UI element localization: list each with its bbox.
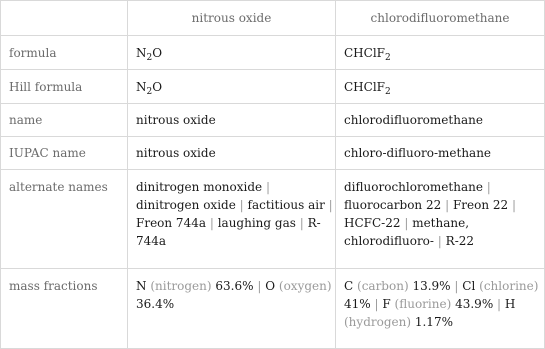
mass-fraction-value: 36.4% [136,297,175,311]
row-mass-fractions [1,269,545,349]
row-label-alternate-names: alternate names [1,170,128,269]
row-name [1,104,545,137]
element-name: (carbon) [357,279,409,293]
iupac-name-nitrous-oxide: nitrous oxide [128,137,336,170]
separator: | [511,198,517,212]
alternate-name: laughing gas [217,216,296,230]
element-name: (fluorine) [394,297,452,311]
row-label-mass-fractions: mass fractions [1,269,128,349]
separator: | [497,297,502,311]
alternate-name: fluorocarbon 22 [344,198,442,212]
row-label-hill-formula: Hill formula [1,70,128,104]
corner-cell [1,1,128,36]
row-label-iupac-name: IUPAC name [1,137,128,170]
separator: | [257,279,262,293]
element-symbol: N [136,279,147,293]
separator: | [328,198,333,212]
element-name: (oxygen) [278,279,332,293]
mass-fraction-value: 1.17% [414,315,453,329]
mass-fraction-value: 43.9% [455,297,494,311]
element-name: (chlorine) [479,279,539,293]
element-symbol: Cl [462,279,476,293]
alternate-name: difluorochloromethane [344,180,483,194]
alternate-name: HCFC-22 [344,216,401,230]
alternate-name: R-22 [445,234,475,248]
alternate-name: factitious air [247,198,325,212]
row-formula [1,36,545,70]
mass-fraction-value: 13.9% [412,279,451,293]
hill-formula-chlorodifluoromethane: CHClF$_2$ [336,70,545,104]
alternate-name: Freon 744a [136,216,206,230]
formula-chlorodifluoromethane: CHClF$_2$ [336,36,545,70]
alternate-name: R-744a [136,216,321,248]
separator: | [454,279,459,293]
separator: | [239,198,244,212]
separator: | [486,180,491,194]
row-iupac-name [1,137,545,170]
separator: | [299,216,304,230]
iupac-name-chlorodifluoromethane: chloro-difluoro-methane [336,137,545,170]
header-row [1,1,545,36]
element-name: (nitrogen) [150,279,212,293]
hill-formula-nitrous-oxide: $N_2O$ [128,70,336,104]
separator: | [374,297,379,311]
separator: | [265,180,271,194]
column-header-nitrous-oxide: nitrous oxide [128,1,336,36]
alternate-name: dinitrogen oxide [136,198,236,212]
alternate-name: Freon 22 [452,198,509,212]
row-label-name: name [1,104,128,137]
alternate-names-nitrous-oxide [128,170,336,269]
element-symbol: O [265,279,276,293]
row-label-formula: formula [1,36,128,70]
formula-nitrous-oxide: $N_2O$ [128,36,336,70]
row-alternate-names [1,170,545,269]
element-symbol: C [344,279,354,293]
element-name: (hydrogen) [344,315,412,329]
element-symbol: F [382,297,391,311]
separator: | [445,198,450,212]
mass-fraction-value: 63.6% [215,279,254,293]
column-header-chlorodifluoromethane: chlorodifluoromethane [336,1,545,36]
mass-fraction-value: 41% [344,297,371,311]
alternate-names-chlorodifluoromethane [336,170,545,269]
mass-fractions-chlorodifluoromethane [336,269,545,349]
name-nitrous-oxide: nitrous oxide [128,104,336,137]
row-hill-formula [1,70,545,104]
separator: | [404,216,409,230]
name-chlorodifluoromethane: chlorodifluoromethane [336,104,545,137]
alternate-name: methane, chlorodifluoro- [344,216,470,248]
separator: | [437,234,442,248]
separator: | [209,216,214,230]
mass-fractions-nitrous-oxide [128,269,336,349]
element-symbol: H [504,297,516,311]
alternate-name: dinitrogen monoxide [136,180,263,194]
